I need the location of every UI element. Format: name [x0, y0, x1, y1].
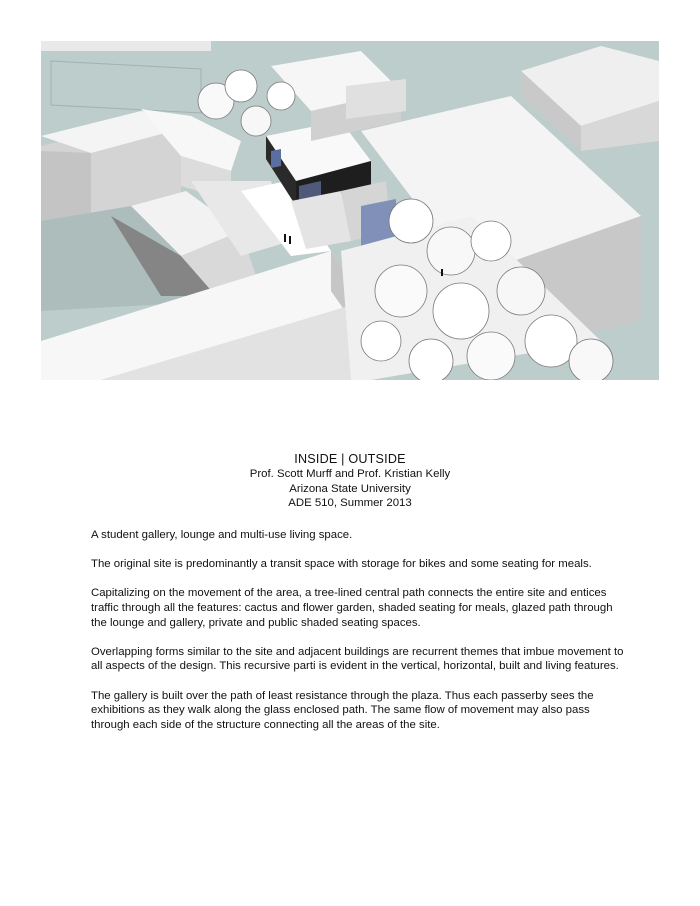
paragraph: A student gallery, lounge and multi-use living space. [91, 529, 353, 541]
building-top-left [41, 41, 211, 51]
university-line: Arizona State University [289, 482, 411, 495]
project-title: INSIDE | OUTSIDE [294, 452, 406, 466]
paragraph: The original site is predominantly a transit space with storage for bikes and some seating for meals. [91, 558, 592, 571]
title-block [0, 452, 700, 511]
professors-line: Prof. Scott Murff and Prof. Kristian Kelly [249, 468, 451, 480]
paragraph: Capitalizing on the movement of the area, a tree-lined central path connects the entire site and entices traffic through all the features: cactus and flower garden, shaded seating for meals, glazed path through the lounge and gallery, private and public shaded seating spaces. [91, 587, 613, 629]
paragraph: The gallery is built over the path of least resistance through the plaza. Thus each passerby sees the exhibitions as they walk along the glass enclosed path. The same flow of movement may also pass through each side of the structure connecting all the areas of the site. [91, 689, 594, 731]
project-description [91, 528, 631, 747]
course-line: ADE 510, Summer 2013 [288, 497, 412, 509]
paragraph: Overlapping forms similar to the site and adjacent buildings are recurrent themes that imbue movement to all aspects of the design. This recursive parti is evident in the vertical, horizontal, built and living features. [91, 645, 624, 673]
site-rendering [41, 41, 659, 380]
